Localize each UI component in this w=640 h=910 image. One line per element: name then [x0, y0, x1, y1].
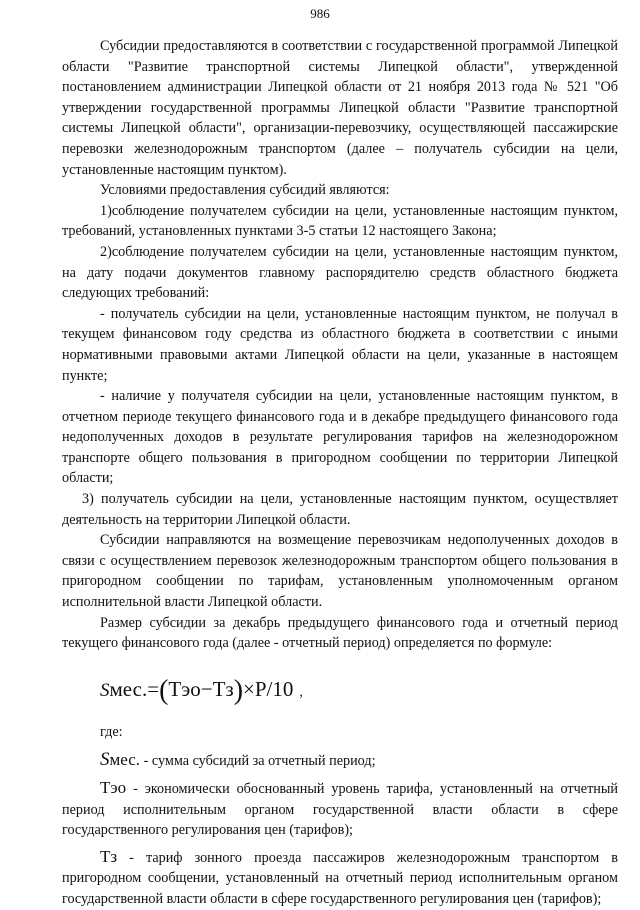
- requirement-1: - получатель субсидии на цели, установленные настоящим пунктом, не получал в текущем финансовом году средства из областного бюджета в соответствии с иными нормативными правовыми актами Липецкой области на цели, указанные в настоящем пункте;: [62, 305, 618, 384]
- definition-teo-text: - экономически обоснованный уровень тарифа, установленный на отчетный период исполнительным органом государственной власти области в сфере государственного регулирования цен (тарифов);: [62, 781, 618, 839]
- definition-s-symbol: S: [100, 749, 110, 771]
- formula-teo: Тэо: [168, 676, 201, 701]
- definition-tz-text: - тариф зонного проезда пассажиров железнодорожным транспортом в пригородном сообщении, установленный на отчетный период исполнительным органом государственной власти области в сфере государственного регулирования цен (тарифов);: [62, 849, 618, 907]
- definition-teo: [62, 778, 618, 841]
- page-number: 986: [310, 6, 330, 21]
- paragraph-formula-intro: Размер субсидии за декабрь предыдущего финансового года и отчетный период текущего финансового года (далее - отчетный период) определяется по формуле:: [62, 614, 618, 652]
- requirement-2: - наличие у получателя субсидии на цели, установленные настоящим пунктом, в отчетном периоде текущего финансового года и в декабре предыдущего финансового года недополученных доходов в результате регулирования тарифов на железнодорожном транспорте общего пользования в пригородном сообщении по территории Липецкой области;: [62, 388, 618, 487]
- condition-2: [62, 242, 618, 304]
- condition-1-number: 1): [100, 202, 112, 219]
- definition-s-mes: [62, 750, 618, 772]
- formula-s: S: [100, 679, 110, 701]
- condition-1: [62, 201, 618, 242]
- subsidy-formula: [100, 674, 618, 704]
- formula-tz: Тз: [212, 676, 234, 701]
- formula-mes: мес.: [109, 676, 148, 701]
- definition-tz: [62, 847, 618, 910]
- condition-1-text: соблюдение получателем субсидии на цели, установленные настоящим пунктом, требований, установленных пунктами 3-5 статьи 12 настоящего Закона;: [62, 202, 618, 240]
- condition-3: 3) получатель субсидии на цели, установленные настоящим пунктом, осуществляет деятельность на территории Липецкой области.: [62, 491, 618, 528]
- condition-2-number: 2): [100, 243, 112, 260]
- definition-teo-symbol: Тэо: [100, 778, 127, 797]
- formula-comma: ,: [299, 684, 303, 700]
- formula-minus: −: [200, 676, 213, 701]
- paragraph-conditions-intro: Условиями предоставления субсидий являются:: [100, 182, 390, 199]
- definition-s-mes-symbol: мес.: [109, 750, 141, 770]
- document-body: [62, 36, 618, 910]
- definition-s-text: - сумма субсидий за отчетный период;: [140, 753, 376, 770]
- formula-times: ×: [243, 676, 255, 701]
- definition-tz-symbol: Тз: [100, 846, 118, 866]
- where-label: где:: [100, 723, 123, 740]
- formula-left-paren: (: [159, 674, 169, 706]
- formula-right-paren: ): [233, 674, 244, 706]
- paragraph-subsidy-basis: Субсидии предоставляются в соответствии с государственной программой Липецкой области "Развитие транспортной системы Липецкой области", утвержденной постановлением администрации Липецкой области от 21 ноября 2013 года № 521 "Об утверждении государственной программы Липецкой области "Развитие транспортной системы Липецкой области", организации-перевозчику, осуществляющей пассажирские перевозки железнодорожным транспортом (далее – получатель субсидии на цели, установленные настоящим пунктом).: [62, 38, 618, 178]
- formula-p-over-10: Р/10: [254, 676, 294, 701]
- formula-equals: =: [147, 676, 160, 701]
- condition-2-text: соблюдение получателем субсидии на цели, установленные настоящим пунктом, на дату подачи документов главному распорядителю средств областного бюджета следующих требований:: [62, 243, 618, 302]
- paragraph-purpose: Субсидии направляются на возмещение перевозчикам недополученных доходов в связи с осуществлением перевозок железнодорожным транспортом общего пользования в пригородном сообщении по тарифам, установленным уполномоченным органом исполнительной власти Липецкой области.: [62, 532, 618, 611]
